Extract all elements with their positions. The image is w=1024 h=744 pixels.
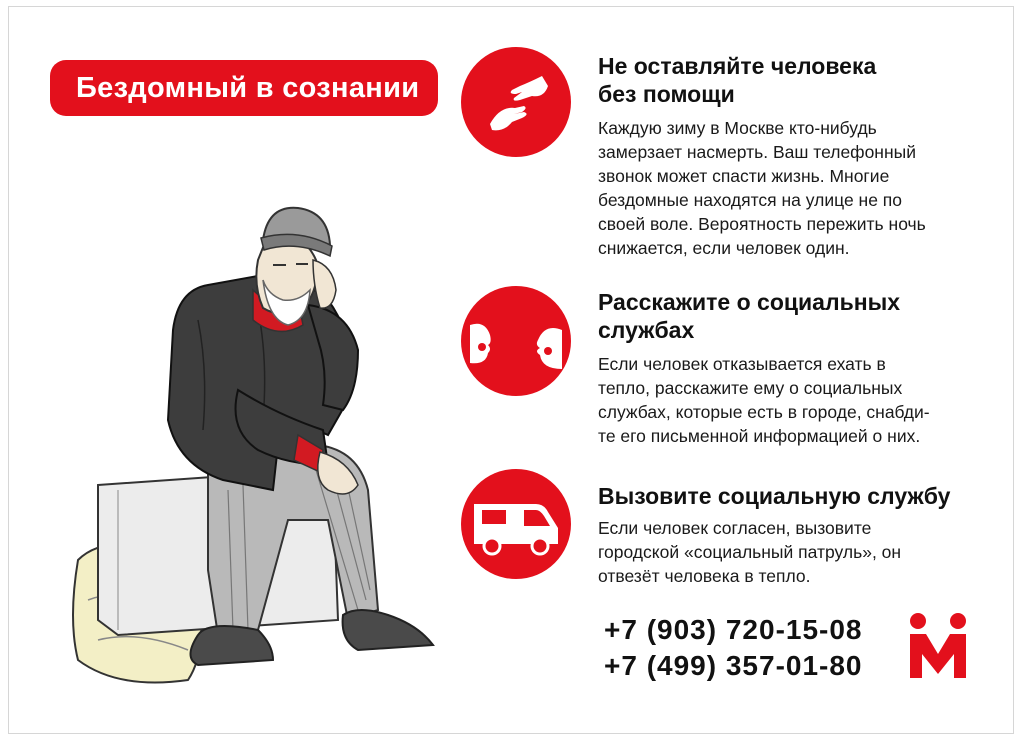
poster-title: Бездомный в сознании xyxy=(76,71,420,104)
section-3-body: Если человек согласен, вызовите городской «социальный патруль», он отвезёт человека в тепло. xyxy=(598,518,902,586)
title-banner xyxy=(50,60,438,116)
section-3-heading: Вызовите социальную службу xyxy=(598,483,951,509)
helping-hands-icon xyxy=(460,46,572,158)
section-1-body: Каждую зиму в Москве кто-нибудь замерзает насмерть. Ваш телефонный звонок может спасти жизнь. Многие бездомные находятся на улице не по своей воле. Вероятность пережить ночь снижается, если человек один. xyxy=(598,118,926,258)
section-2-body: Если человек отказывается ехать в тепло, расскажите ему о социальных службах, которые есть в городе, снабди- те его письменной информацией о них. xyxy=(598,354,930,446)
homeless-man-illustration xyxy=(58,190,458,710)
section-2-heading: Расскажите о социальных службах xyxy=(598,289,901,343)
van-icon xyxy=(460,468,572,580)
two-faces-talking-icon xyxy=(460,285,572,397)
section-1-heading: Не оставляйте человека без помощи xyxy=(598,53,877,107)
phone-number-1[interactable]: +7 (903) 720-15-08 xyxy=(604,614,863,645)
phone-number-2[interactable]: +7 (499) 357-01-80 xyxy=(604,650,863,681)
miloserdie-logo xyxy=(906,612,970,678)
